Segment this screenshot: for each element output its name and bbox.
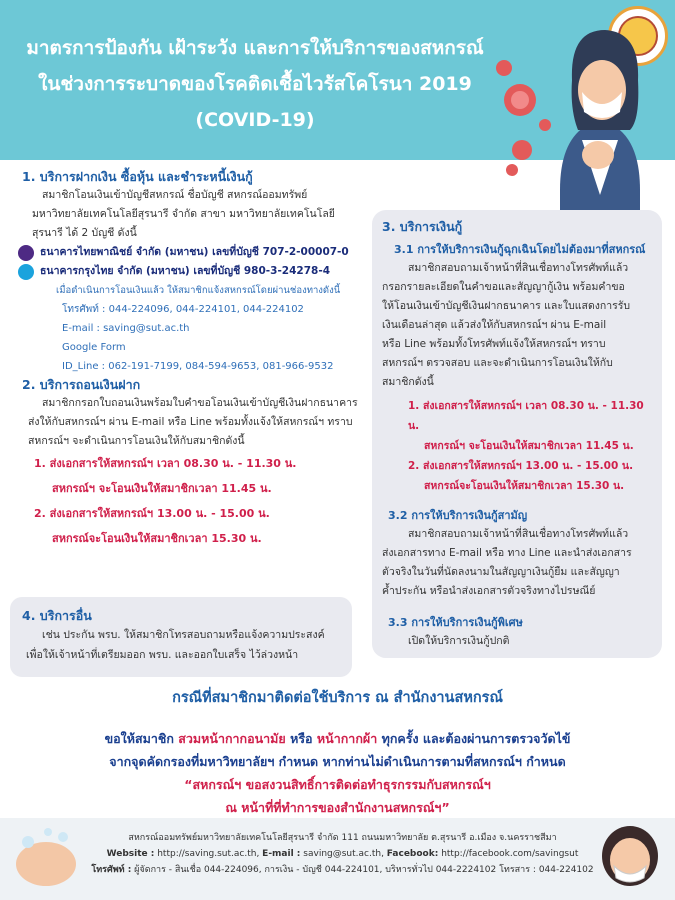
section-1-body-2: มหาวิทยาลัยเทคโนโลยีสุรนารี จำกัด สาขา มหาวิทยาลัยเทคโนโลยี [32, 208, 335, 220]
bank-scb-text: ธนาคารไทยพาณิชย์ จำกัด (มหาชน) เลขที่บัญชี 707-2-00007-0 [40, 246, 349, 258]
section-2-item-2a: 2. ส่งเอกสารให้สหกรณ์ฯ 13.00 น. - 15.00 น. [34, 507, 270, 520]
footer-address: สหกรณ์ออมทรัพย์มหาวิทยาลัยเทคโนโลยีสุรนารี จำกัด 111 ถนนมหาวิทยาลัย ต.สุรนารี อ.เมือง จ.นครราชสีมา [128, 833, 557, 843]
woman-coughing-illustration [490, 20, 670, 220]
title-line-1: มาตรการป้องกัน เฝ้าระวัง และการให้บริการของสหกรณ์ [26, 37, 484, 59]
section-2-item-1a: 1. ส่งเอกสารให้สหกรณ์ฯ เวลา 08.30 น. - 11.30 น. [34, 457, 297, 470]
bank-ktb [18, 262, 372, 281]
notify-text: เมื่อดำเนินการโอนเงินแล้ว ให้สมาชิกแจ้งสหกรณ์โดยผ่านช่องทางดังนี้ [56, 285, 341, 296]
email-label: E-mail : [262, 849, 301, 859]
contact-phone: โทรศัพท์ : 044-224096, 044-224101, 044-224102 [62, 304, 304, 315]
section-1-body-1: สมาชิกโอนเงินเข้าบัญชีสหกรณ์ ชื่อบัญชี สหกรณ์ออมทรัพย์ [42, 189, 308, 201]
loan-ordinary-line: ค้ำประกัน หรือนำส่งเอกสารตัวจริงทางไปรษณีย์ [382, 585, 596, 597]
loan-ordinary-line: ส่งเอกสารทาง E-mail หรือ ทาง Line และนำส่งเอกสาร [382, 547, 632, 559]
footer-text [10, 830, 675, 878]
section-2-body-2: ส่งให้กับสหกรณ์ฯ ผ่าน E-mail หรือ Line พร้อมทั้งแจ้งให้สหกรณ์ฯ ทราบ [28, 416, 353, 428]
notice-title: กรณีที่สมาชิกมาติดต่อใช้บริการ ณ สำนักงานสหกรณ์ [172, 690, 503, 706]
facebook-label: Facebook: [386, 849, 439, 859]
section-2-body-1: สมาชิกกรอกใบถอนเงินพร้อมใบคำขอโอนเงินเข้าบัญชีเงินฝากธนาคาร [42, 397, 358, 409]
page-title [10, 30, 500, 138]
section-2-item-1b: สหกรณ์ฯ จะโอนเงินให้สมาชิกเวลา 11.45 น. [52, 482, 272, 495]
notice-cloth-mask-text: หน้ากากผ้า [316, 731, 378, 746]
loan-ordinary-body [382, 525, 652, 601]
ktb-bank-icon [18, 264, 34, 280]
loan-special-body: เปิดให้บริการเงินกู้ปกติ [408, 635, 510, 647]
loan-emergency-line: สมาชิกสอบถามเจ้าหน้าที่สินเชื่อทางโทรศัพท์แล้ว [408, 262, 629, 274]
footer-web-line [10, 846, 675, 862]
phone-label: โทรศัพท์ : [91, 865, 132, 875]
title-line-3: (COVID-19) [195, 109, 315, 131]
scb-bank-icon [18, 245, 34, 261]
title-line-2: ในช่วงการระบาดของโรคติดเชื้อไวรัสโคโรนา 2019 [38, 73, 472, 95]
loan-emergency-body [382, 259, 652, 392]
left-column [14, 168, 372, 551]
section-1-body-3: สุรนารี ได้ 2 บัญชี ดังนี้ [32, 227, 137, 239]
section-2-item-2b: สหกรณ์จะโอนเงินให้สมาชิกเวลา 15.30 น. [52, 532, 262, 545]
contact-line-id: ID_Line : 062-191-7199, 084-594-9653, 081-966-9532 [62, 361, 334, 372]
notice-line-2: จากจุดคัดกรองที่มหาวิทยาลัยฯ กำหนด หากท่านไม่ดำเนินการตามที่สหกรณ์ฯ กำหนด [109, 754, 566, 769]
section-4-panel [10, 597, 352, 677]
loan-emergency-title: 3.1 การให้บริการเงินกู้ฉุกเฉินโดยไม่ต้องมาที่สหกรณ์ [394, 243, 646, 256]
section-4-title: 4. บริการอื่น [22, 608, 92, 623]
section-4-body-2: เพื่อให้เจ้าหน้าที่เตรียมออก พรบ. และออกใบเสร็จ ไว้ล่วงหน้า [26, 649, 299, 661]
section-2-body-3: สหกรณ์ฯ จะดำเนินการโอนเงินให้กับสมาชิกดังนี้ [28, 435, 245, 447]
email-link[interactable]: saving@sut.ac.th, [300, 849, 387, 859]
loan-emergency-line: สมาชิกดังนี้ [382, 376, 434, 388]
loan-emergency-item-1a: 1. ส่งเอกสารให้สหกรณ์ฯ เวลา 08.30 น. - 11.30 น. [408, 400, 644, 432]
notice-quote-2: ณ หน้าที่ที่ทำการของสำนักงานสหกรณ์ฯ” [225, 800, 450, 815]
footer-phone-line [10, 862, 675, 878]
phone-numbers: ผู้จัดการ - สินเชื่อ 044-224096, การเงิน - บัญชี 044-224101, บริหารทั่วไป 044-2224102 โทรสาร : 044-224102 [131, 865, 594, 875]
loan-emergency-item-1b: สหกรณ์ฯ จะโอนเงินให้สมาชิกเวลา 11.45 น. [424, 440, 634, 452]
website-link[interactable]: http://saving.sut.ac.th, [154, 849, 263, 859]
website-label: Website : [106, 849, 155, 859]
contact-email[interactable]: E-mail : saving@sut.ac.th [62, 323, 190, 334]
footer [0, 818, 675, 900]
loan-ordinary-line: ตัวจริงในวันที่นัดลงนามในสัญญาเงินกู้ยืม และสัญญา [382, 566, 620, 578]
loan-ordinary-line: สมาชิกสอบถามเจ้าหน้าที่สินเชื่อทางโทรศัพท์แล้ว [408, 528, 629, 540]
loan-emergency-line: สหกรณ์ฯ ตรวจสอบ และจะดำเนินการโอนเงินให้กับ [382, 357, 613, 369]
loan-special-title: 3.3 การให้บริการเงินกู้พิเศษ [388, 616, 523, 629]
section-3-panel [372, 210, 662, 658]
facebook-link[interactable]: http://facebook.com/savingsut [438, 849, 579, 859]
notice-quote-1: “สหกรณ์ฯ ขอสงวนสิทธิ์การติดต่อทำธุรกรรมกับสหกรณ์ฯ [184, 777, 491, 792]
loan-emergency-item-2b: สหกรณ์จะโอนเงินให้สมาชิกเวลา 15.30 น. [424, 480, 625, 492]
notice-text: หรือ [285, 731, 317, 746]
notice-text: ขอให้สมาชิก [104, 731, 179, 746]
loan-emergency-line: กรอกรายละเอียดในคำขอและสัญญากู้เงิน พร้อมคำขอ [382, 281, 625, 293]
notice-text: ทุกครั้ง และต้องผ่านการตรวจวัดไข้ [377, 731, 571, 746]
loan-ordinary-title: 3.2 การให้บริการเงินกู้สามัญ [388, 509, 528, 522]
loan-emergency-line: หรือ Line พร้อมทั้งโทรศัพท์แจ้งให้สหกรณ์ฯ ทราบ [382, 338, 606, 350]
notice-mask-text: สวมหน้ากากอนามัย [178, 731, 286, 746]
section-4-body-1: เช่น ประกัน พรบ. ให้สมาชิกโทรสอบถามหรือแจ้งความประสงค์ [42, 629, 325, 641]
section-1-title: 1. บริการฝากเงิน ซื้อหุ้น และชำระหนี้เงินกู้ [22, 169, 253, 184]
loan-emergency-line: ให้โอนเงินเข้าบัญชีเงินฝากธนาคาร และใบแสดงการรับ [382, 300, 631, 312]
masked-girl-icon [590, 820, 670, 898]
loan-emergency-line: เงินเดือนล่าสุด แล้วส่งให้กับสหกรณ์ฯ ผ่าน E-mail [382, 319, 607, 331]
notice-body [0, 727, 675, 819]
bank-scb [18, 243, 372, 262]
section-3-title: 3. บริการเงินกู้ [382, 219, 463, 234]
bank-ktb-text: ธนาคารกรุงไทย จำกัด (มหาชน) เลขที่บัญชี 980-3-24278-4 [40, 265, 331, 277]
notice-line-1 [0, 727, 675, 750]
hand-washing-icon [8, 822, 83, 894]
loan-emergency-item-2a: 2. ส่งเอกสารให้สหกรณ์ฯ 13.00 น. - 15.00 น. [408, 460, 634, 472]
contact-google-form[interactable]: Google Form [62, 342, 126, 353]
section-2-title: 2. บริการถอนเงินฝาก [22, 377, 141, 392]
